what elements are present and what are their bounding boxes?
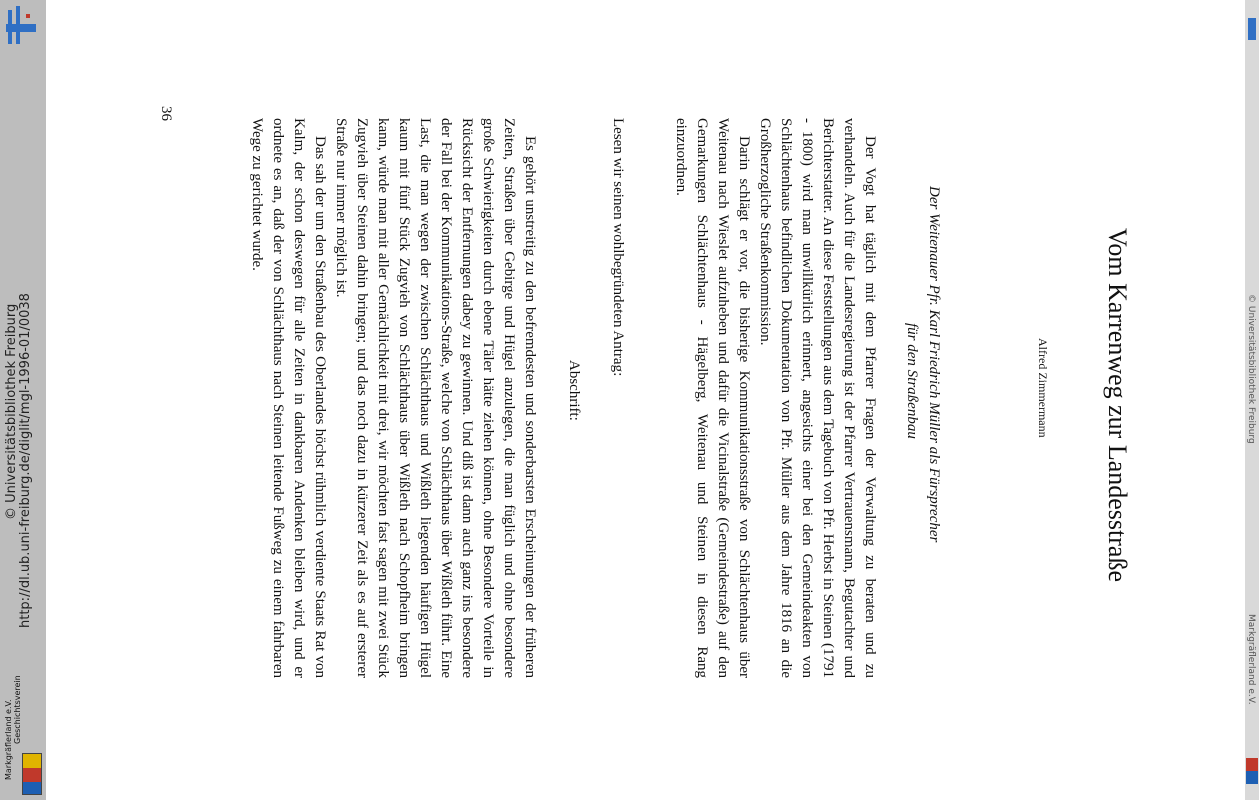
- transcript-section: [246, 118, 540, 678]
- right-logo-icon: [1248, 18, 1256, 40]
- transcript-paragraph-1: Es gehört unstreitig zu den befremdesten und sonderbarsten Erscheinungen der früheren Zeiten, Straßen über Gebirge und Hügel anzulegen, die man füglich und ohne besondere große Schwierigkeiten durch ebene Täler hätte ziehen können, ohne Besondere Vorteile in Rücksicht der Entfernungen dabey zu gewinnen. Und diß ist dann auch ganz ins besondere der Fall bei der Kommunikations-Straße, welche von Schlächthaus über Wißleth führt. Eine Last, die man wegen der zwischen Schlächthaus und Wißleth liegenden häufigen Hügel kaum mit fünf Stück Zugvieh von Schlächthaus über Wißleth nach Schopfheim bringen kann, würde man mit aller Gemächlichkeit mit drei, wir möchten fast sagen mit zwei Stück Zugvieh über Steinen dahin bringen; und das noch dazu in kürzerer Zeit als es auf ersterer Straße nur immer möglich ist.: [333, 118, 538, 678]
- library-logo-bar-2: [16, 6, 20, 44]
- abschrift-heading: Abschrift:: [566, 360, 582, 421]
- intro-paragraph-2: Darin schlägt er vor, die bisherige Kommunikationsstraße von Schlächtenhaus über Weitenau nach Wieslet aufzuheben und dafür die Vicinalstraße (Gemeindestraße) auf den Gemarkungen Schlächtenhaus - Hägelberg, Weitenau und Steinen in diesen Rang einzuordnen.: [673, 118, 752, 678]
- author-name: Alfred Zimmermann: [1036, 338, 1050, 438]
- right-society-text: Markgräflerland e.V.: [1246, 614, 1256, 705]
- subtitle-line-2: für den Straßenbau: [904, 323, 920, 439]
- lead-sentence: Lesen wir seinen wohlbegründeten Antrag:: [610, 118, 626, 377]
- document-url[interactable]: http://dl.ub.uni-freiburg.de/diglit/mgl-1996-01/0038: [18, 293, 33, 628]
- society-name-line-2: Markgräflerland e.V.: [4, 699, 13, 780]
- transcript-paragraph-2: Das sah der um den Straßenbau des Oberlandes höchst rühmlich verdiente Staats Rat von Kalm, der schon deswegen für alle Zeiten in dankbaren Andenken bleiben wird, und er ordnete es an, daß der von Schlächthaus nach Steinen leitende Fußweg zu einem fahrbaren Wege zu gerichtet wurde.: [249, 118, 328, 678]
- subtitle-line-1: Der Weitenauer Pfr. Karl Friedrich Müller als Fürsprecher: [926, 186, 942, 543]
- library-copyright: © Universitätsbibliothek Freiburg: [4, 303, 19, 520]
- library-logo-bar-1: [8, 10, 12, 44]
- intro-paragraph-1: Der Vogt hat täglich mit dem Pfarrer Fragen der Verwaltung zu beraten und zu verhandeln. Auch für die Landesregierung ist der Pfarrer Vertrauensmann, Begutachter und Berichterstatter. An diese Feststellungen aus dem Tagebuch von Pfr. Herbst in Steinen (1791 - 1800) wird man unwillkürlich erinnert, angesichts einer bei den Gemeindeakten von Schlächtenhaus befindlichen Dokumentation von Pfr. Müller aus dem Jahre 1816 an die Großherzogliche Straßenkommission.: [757, 118, 878, 678]
- library-logo-mark: [26, 14, 30, 18]
- page-number: 36: [158, 106, 174, 121]
- society-crest-icon: [22, 753, 42, 795]
- right-crest-icon: [1246, 758, 1258, 784]
- intro-section: [670, 118, 880, 678]
- society-name-line-1: Geschichtsverein: [13, 675, 22, 744]
- page-title: Vom Karrenweg zur Landesstraße: [1103, 228, 1132, 582]
- right-copyright-text: © Universitätsbibliothek Freiburg: [1246, 294, 1256, 444]
